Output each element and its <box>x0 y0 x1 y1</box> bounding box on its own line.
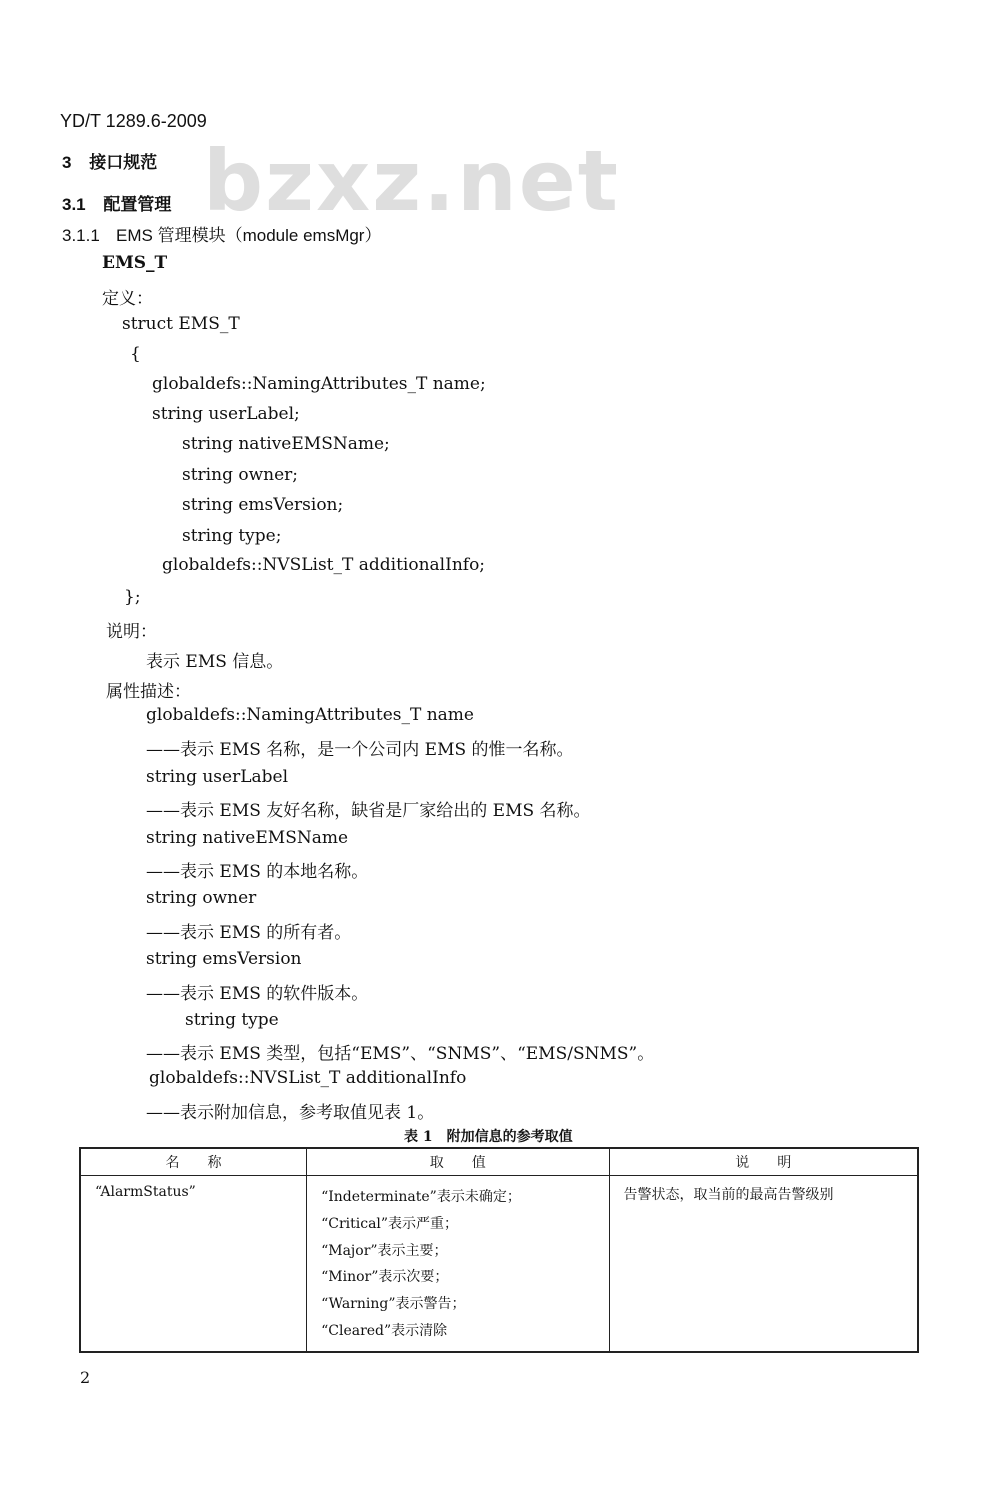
struct-name: EMS_T <box>102 253 168 273</box>
standard-code: YD/T 1289.6-2009 <box>60 111 207 131</box>
table-row <box>80 1176 918 1352</box>
code-line: globaldefs::NVSList_T additionalInfo; <box>162 555 486 575</box>
code-line: string owner; <box>182 465 299 485</box>
attribute-description: ——表示 EMS 友好名称，缺省是厂家给出的 EMS 名称。 <box>146 801 591 821</box>
table-cell-description: 告警状态，取当前的最高告警级别 <box>609 1176 918 1352</box>
explanation-text: 表示 EMS 信息。 <box>146 652 284 672</box>
attributes-label: 属性描述： <box>106 682 191 702</box>
value-item: “Indeterminate”表示未确定； <box>321 1189 521 1205</box>
attribute-description: ——表示 EMS 类型，包括“EMS”、“SNMS”、“EMS/SNMS”。 <box>146 1044 655 1064</box>
table-cell-values <box>307 1176 609 1352</box>
table-cell-name: “AlarmStatus” <box>80 1176 307 1352</box>
section-number: 3.1 <box>62 195 86 214</box>
attribute-name: string userLabel <box>146 767 289 787</box>
section-3-1-1-heading <box>62 221 381 246</box>
column-header: 名 称 <box>80 1148 307 1176</box>
section-title: EMS 管理模块（module emsMgr） <box>116 226 382 245</box>
value-item: “Critical”表示严重； <box>321 1215 459 1232</box>
attribute-description: ——表示 EMS 的软件版本。 <box>146 984 369 1004</box>
code-line: globaldefs::NamingAttributes_T name; <box>152 374 486 394</box>
attribute-name: string type <box>185 1010 279 1030</box>
section-3-heading <box>62 148 157 173</box>
attribute-name: string nativeEMSName <box>146 828 349 848</box>
definition-label: 定义： <box>102 289 153 309</box>
section-3-1-heading <box>62 190 171 215</box>
close-brace: }; <box>124 587 141 607</box>
code-line: string userLabel; <box>152 404 300 424</box>
struct-declaration: struct EMS_T <box>122 314 240 334</box>
watermark: bzxz.net <box>203 132 620 230</box>
column-header: 取 值 <box>307 1148 609 1176</box>
attribute-description: ——表示附加信息，参考取值见表 1。 <box>146 1103 435 1123</box>
table-header-row <box>80 1148 918 1176</box>
value-item: “Minor”表示次要； <box>321 1269 449 1286</box>
page-number: 2 <box>80 1368 91 1387</box>
attribute-description: ——表示 EMS 的所有者。 <box>146 923 352 943</box>
reference-table <box>79 1147 919 1353</box>
section-number: 3.1.1 <box>62 226 100 245</box>
attribute-description: ——表示 EMS 名称，是一个公司内 EMS 的惟一名称。 <box>146 740 574 760</box>
column-header: 说 明 <box>609 1148 918 1176</box>
value-item: “Cleared”表示清除 <box>321 1322 448 1339</box>
attribute-name: globaldefs::NVSList_T additionalInfo <box>149 1068 467 1088</box>
section-title: 接口规范 <box>89 153 158 173</box>
attribute-name: string emsVersion <box>146 949 302 969</box>
value-item: “Warning”表示警告； <box>321 1296 466 1313</box>
code-line: string nativeEMSName; <box>182 434 390 454</box>
value-item: “Major”表示主要； <box>321 1242 448 1259</box>
section-title: 配置管理 <box>103 195 172 215</box>
code-line: string type; <box>182 526 282 546</box>
table-caption: 表 1 附加信息的参考取值 <box>404 1129 573 1145</box>
attribute-name: globaldefs::NamingAttributes_T name <box>146 705 474 725</box>
code-line: string emsVersion; <box>182 495 344 515</box>
section-number: 3 <box>62 153 72 172</box>
open-brace: { <box>130 344 141 364</box>
attribute-description: ——表示 EMS 的本地名称。 <box>146 862 369 882</box>
explanation-label: 说明： <box>106 622 157 642</box>
attribute-name: string owner <box>146 888 257 908</box>
